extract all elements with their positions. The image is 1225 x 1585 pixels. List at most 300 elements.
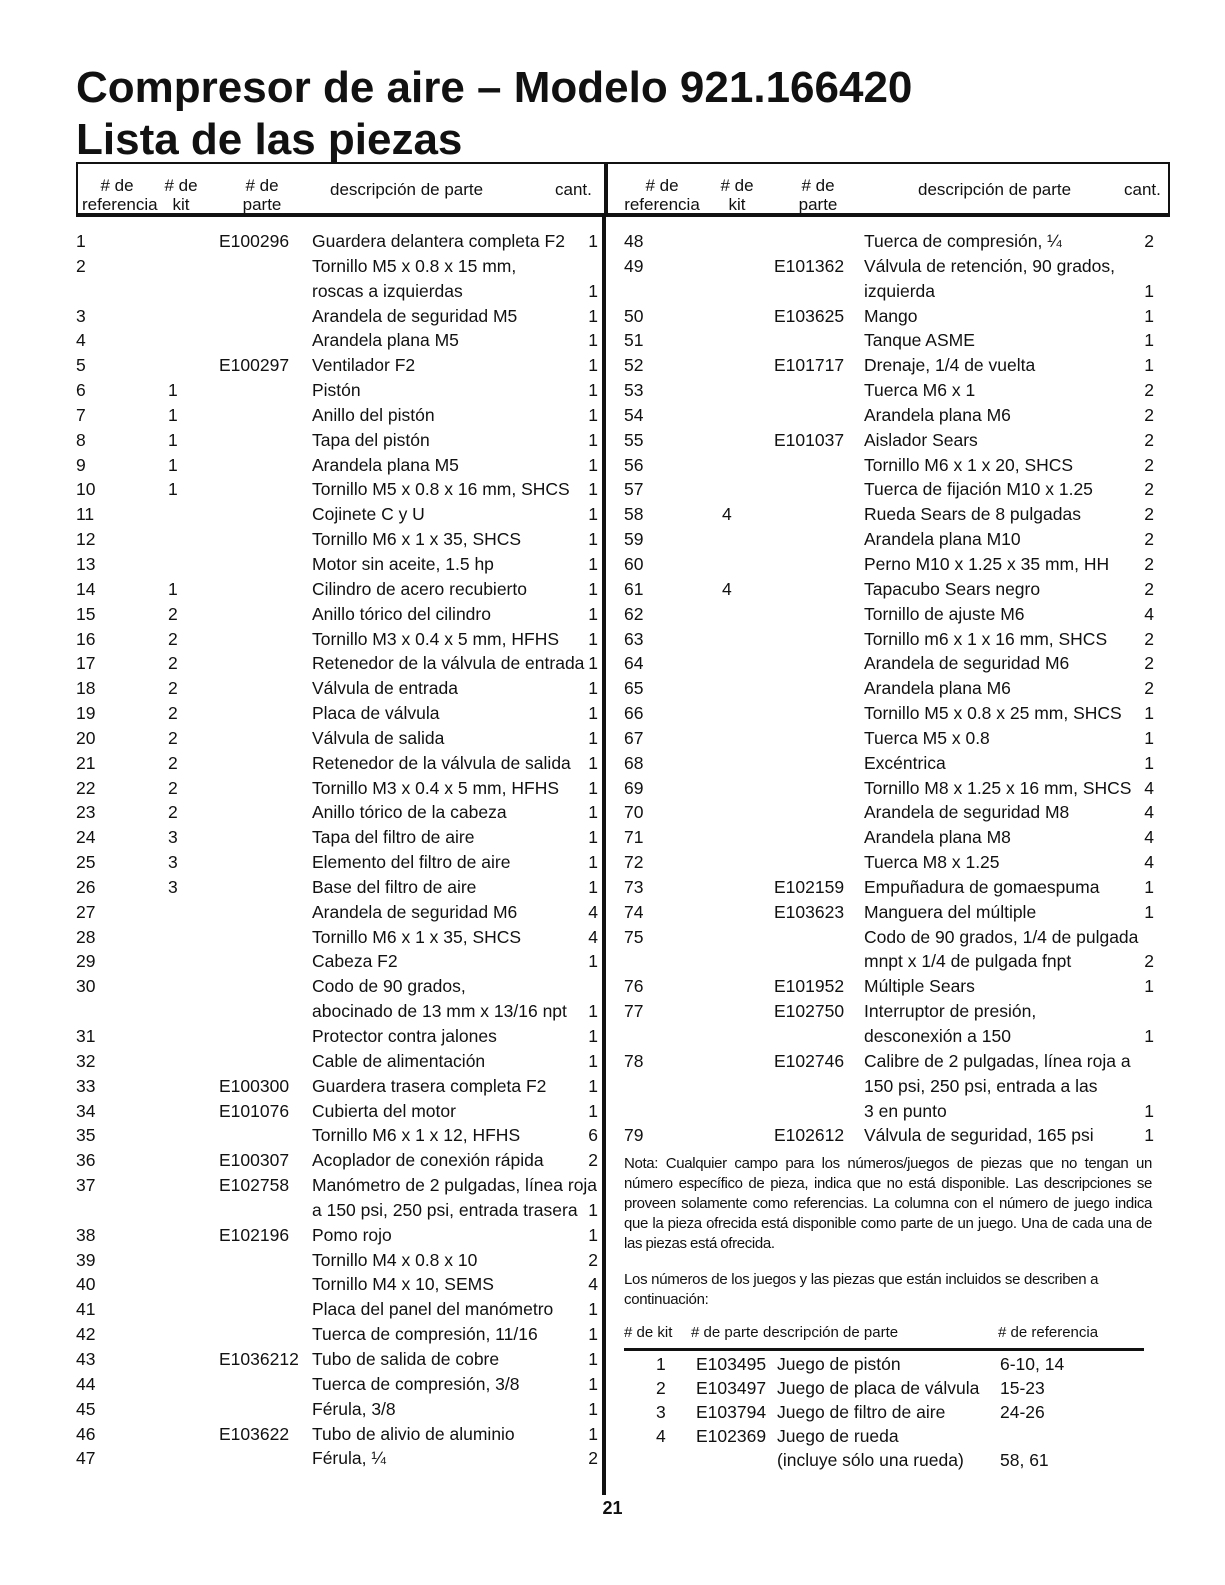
header-kit: # de kit xyxy=(164,176,198,214)
qty-cell: 1 xyxy=(1144,330,1154,351)
qty-cell: 2 xyxy=(1144,231,1154,251)
qty-cell: 1 xyxy=(588,578,598,599)
table-row xyxy=(76,900,598,925)
table-row xyxy=(624,800,1154,825)
header-desc: descripción de parte xyxy=(918,180,1072,199)
desc-cell: desconexión a 150 xyxy=(864,1026,1011,1046)
desc-cell: Válvula de retención, 90 grados, xyxy=(864,255,1115,276)
table-row xyxy=(76,850,598,875)
qty-cell: 1 xyxy=(588,231,598,251)
kit-cell: 2 xyxy=(168,678,178,699)
qty-cell: 1 xyxy=(1144,305,1154,326)
desc-cell: Tornillo M6 x 1 x 35, SHCS xyxy=(312,529,522,550)
table-row xyxy=(624,353,1154,378)
table-row xyxy=(624,651,1154,676)
table-row xyxy=(624,949,1154,974)
kit-cell: 3 xyxy=(168,827,178,848)
desc-cell: Arandela plana M6 xyxy=(864,404,1011,425)
qty-cell: 1 xyxy=(588,1423,598,1444)
ref-cell: 31 xyxy=(76,1026,96,1046)
qty-cell: 2 xyxy=(588,1448,598,1469)
qty-cell: 1 xyxy=(1144,1125,1154,1146)
ref-cell: 74 xyxy=(624,901,644,922)
qty-cell: 1 xyxy=(588,479,598,500)
ref-cell: 71 xyxy=(624,827,644,848)
desc-cell: Tubo de salida de cobre xyxy=(312,1348,500,1369)
table-row xyxy=(76,527,598,552)
table-row xyxy=(76,353,598,378)
table-row xyxy=(76,1198,598,1223)
table-row xyxy=(624,602,1154,627)
kit-cell: 1 xyxy=(168,578,178,599)
ref-cell: 6 xyxy=(76,380,86,401)
qty-cell: 4 xyxy=(1144,852,1154,873)
desc-cell: Guardera delantera completa F2 xyxy=(312,231,565,251)
ref-cell: 46 xyxy=(76,1423,96,1444)
ref-cell: 58 xyxy=(624,504,644,525)
desc-cell: Manómetro de 2 pulgadas, línea roja xyxy=(312,1175,598,1196)
ref-cell: 50 xyxy=(624,305,644,326)
qty-cell: 4 xyxy=(588,901,598,922)
ref-cell: 2 xyxy=(76,255,86,276)
ref-cell: 24 xyxy=(76,827,96,848)
table-row xyxy=(624,900,1154,925)
ref-cell: 61 xyxy=(624,578,644,599)
qty-cell: 1 xyxy=(588,1100,598,1121)
desc-cell: Tuerca de fijación M10 x 1.25 xyxy=(864,479,1093,500)
qty-cell: 1 xyxy=(588,429,598,450)
table-row xyxy=(624,502,1154,527)
desc-cell: Arandela de seguridad M6 xyxy=(864,653,1070,674)
qty-cell: 1 xyxy=(588,777,598,798)
table-row xyxy=(76,229,598,254)
table-row xyxy=(76,1322,598,1347)
qty-cell: 1 xyxy=(588,852,598,873)
table-row xyxy=(76,1372,598,1397)
qty-cell: 1 xyxy=(1144,901,1154,922)
qty-cell: 1 xyxy=(588,1224,598,1245)
desc-cell: (incluye sólo una rueda) xyxy=(777,1450,964,1471)
table-row xyxy=(76,949,598,974)
part-cell: E101362 xyxy=(774,255,845,276)
desc-cell: Tapa del filtro de aire xyxy=(312,827,475,848)
qty-cell: 6 xyxy=(588,1125,598,1146)
table-row xyxy=(624,403,1154,428)
desc-cell: Excéntrica xyxy=(864,752,946,773)
qty-cell: 1 xyxy=(588,802,598,823)
desc-cell: Arandela plana M6 xyxy=(864,678,1011,699)
ref-cell: 67 xyxy=(624,727,644,748)
desc-cell: abocinado de 13 mm x 13/16 npt xyxy=(312,1001,567,1022)
table-row xyxy=(624,825,1154,850)
part-cell: E101037 xyxy=(774,429,845,450)
table-row xyxy=(76,254,598,279)
kit-row xyxy=(624,1352,1154,1376)
table-row xyxy=(624,552,1154,577)
page-number: 21 xyxy=(602,1498,623,1518)
desc-cell: Cilindro de acero recubierto xyxy=(312,578,527,599)
header-qty: cant. xyxy=(1124,180,1161,199)
page-subtitle: Lista de las piezas xyxy=(76,115,463,164)
ref-cell: 34 xyxy=(76,1100,96,1121)
qty-cell: 1 xyxy=(588,1075,598,1096)
qty-cell: 2 xyxy=(1144,429,1154,450)
table-row xyxy=(76,1148,598,1173)
ref-cell: 52 xyxy=(624,355,644,376)
part-cell: E102159 xyxy=(774,876,845,897)
kit-cell: 1 xyxy=(656,1354,666,1374)
ref-cell: 48 xyxy=(624,231,644,251)
part-cell: E103495 xyxy=(696,1354,767,1374)
qty-cell: 4 xyxy=(588,1274,598,1295)
table-row xyxy=(624,279,1154,304)
ref-cell: 57 xyxy=(624,479,644,500)
part-cell: E100296 xyxy=(219,231,290,251)
table-row xyxy=(76,925,598,950)
table-row xyxy=(624,751,1154,776)
qty-cell: 1 xyxy=(1144,752,1154,773)
qty-cell: 2 xyxy=(1144,628,1154,649)
desc-cell: Tornillo M3 x 0.4 x 5 mm, HFHS xyxy=(312,777,559,798)
table-row xyxy=(76,1446,598,1471)
qty-cell: 1 xyxy=(588,876,598,897)
desc-cell: Anillo tórico del cilindro xyxy=(312,603,491,624)
ref-cell: 30 xyxy=(76,976,96,997)
desc-cell: Tornillo M5 x 0.8 x 15 mm, xyxy=(312,255,517,276)
desc-cell: Pomo rojo xyxy=(312,1224,392,1245)
ref-cell: 25 xyxy=(76,852,96,873)
ref-cell: 65 xyxy=(624,678,644,699)
table-row xyxy=(76,1049,598,1074)
ref-cell: 72 xyxy=(624,852,644,873)
kit-cell: 2 xyxy=(168,727,178,748)
table-row xyxy=(76,378,598,403)
header-kit: # de kit xyxy=(720,176,754,214)
table-row xyxy=(624,1049,1154,1074)
table-row xyxy=(76,1347,598,1372)
part-cell: E102746 xyxy=(774,1050,845,1071)
table-row xyxy=(76,776,598,801)
kit-cell: 2 xyxy=(168,802,178,823)
table-row xyxy=(624,304,1154,329)
ref-cell: 53 xyxy=(624,380,644,401)
ref-cell: 33 xyxy=(76,1075,96,1096)
ref-cell: 19 xyxy=(76,703,96,724)
ref-cell: 32 xyxy=(76,1050,96,1071)
qty-cell: 2 xyxy=(1144,653,1154,674)
ref-cell: 22 xyxy=(76,777,96,798)
desc-cell: Interruptor de presión, xyxy=(864,1001,1037,1022)
part-cell: E102612 xyxy=(774,1125,845,1146)
table-row xyxy=(76,999,598,1024)
ref-cell: 73 xyxy=(624,876,644,897)
qty-cell: 2 xyxy=(1144,553,1154,574)
ref-cell: 15 xyxy=(76,603,96,624)
desc-cell: 150 psi, 250 psi, entrada a las xyxy=(864,1075,1098,1096)
table-row xyxy=(624,254,1154,279)
qty-cell: 2 xyxy=(1144,951,1154,972)
qty-cell: 1 xyxy=(588,305,598,326)
ref-cell: 18 xyxy=(76,678,96,699)
qty-cell: 4 xyxy=(1144,802,1154,823)
ref-cell: 1 xyxy=(76,231,86,251)
desc-cell: Tapacubo Sears negro xyxy=(864,578,1041,599)
qty-cell: 1 xyxy=(588,380,598,401)
kit-cell: 3 xyxy=(168,876,178,897)
table-row xyxy=(624,1074,1154,1099)
ref-cell: 20 xyxy=(76,727,96,748)
part-cell: E101952 xyxy=(774,976,845,997)
qty-cell: 1 xyxy=(588,1026,598,1046)
ref-cell: 12 xyxy=(76,529,96,550)
table-row xyxy=(76,577,598,602)
table-row xyxy=(76,1099,598,1124)
table-row xyxy=(624,453,1154,478)
ref-cell: 21 xyxy=(76,752,96,773)
desc-cell: Tornillo M6 x 1 x 20, SHCS xyxy=(864,454,1074,475)
parts-list-right xyxy=(624,229,1154,1148)
table-row xyxy=(76,1173,598,1198)
kit-cell: 4 xyxy=(722,578,732,599)
qty-cell: 2 xyxy=(1144,479,1154,500)
desc-cell: Protector contra jalones xyxy=(312,1026,497,1046)
ref-cell: 28 xyxy=(76,926,96,947)
qty-cell: 4 xyxy=(1144,827,1154,848)
part-cell: E103497 xyxy=(696,1378,767,1399)
ref-cell: 35 xyxy=(76,1125,96,1146)
desc-cell: Férula, ¼ xyxy=(312,1448,386,1469)
kit-cell: 1 xyxy=(168,454,178,475)
ref-cell: 58, 61 xyxy=(1000,1450,1049,1471)
table-row xyxy=(76,1422,598,1447)
table-row xyxy=(624,726,1154,751)
part-cell: E1036212 xyxy=(219,1348,299,1369)
table-row xyxy=(624,999,1154,1024)
desc-cell: Arandela plana M8 xyxy=(864,827,1011,848)
desc-cell: Tuerca de compresión, ¼ xyxy=(864,231,1062,251)
ref-cell: 56 xyxy=(624,454,644,475)
qty-cell: 1 xyxy=(588,355,598,376)
qty-cell: 1 xyxy=(1144,703,1154,724)
kit-cell: 3 xyxy=(168,852,178,873)
table-row xyxy=(76,800,598,825)
table-row xyxy=(624,974,1154,999)
ref-cell: 64 xyxy=(624,653,644,674)
desc-cell: Tornillo M5 x 0.8 x 25 mm, SHCS xyxy=(864,703,1122,724)
kits-header-part: # de parte xyxy=(691,1324,759,1341)
ref-cell: 63 xyxy=(624,628,644,649)
table-row xyxy=(76,875,598,900)
ref-cell: 40 xyxy=(76,1274,96,1295)
ref-cell: 68 xyxy=(624,752,644,773)
desc-cell: Válvula de seguridad, 165 psi xyxy=(864,1125,1094,1146)
kit-cell: 2 xyxy=(168,628,178,649)
ref-cell: 41 xyxy=(76,1299,96,1320)
desc-cell: Placa de válvula xyxy=(312,703,440,724)
ref-cell: 38 xyxy=(76,1224,96,1245)
ref-cell: 7 xyxy=(76,404,86,425)
qty-cell: 1 xyxy=(588,529,598,550)
desc-cell: Juego de pistón xyxy=(777,1354,901,1374)
ref-cell: 55 xyxy=(624,429,644,450)
ref-cell: 60 xyxy=(624,553,644,574)
desc-cell: Arandela de seguridad M6 xyxy=(312,901,518,922)
table-row xyxy=(624,1024,1154,1049)
ref-cell: 8 xyxy=(76,429,86,450)
table-row xyxy=(76,502,598,527)
qty-cell: 1 xyxy=(588,1348,598,1369)
desc-cell: Empuñadura de gomaespuma xyxy=(864,876,1100,897)
desc-cell: Arandela plana M5 xyxy=(312,454,459,475)
header-part: # de parte xyxy=(242,176,282,214)
qty-cell: 2 xyxy=(1144,404,1154,425)
desc-cell: Elemento del filtro de aire xyxy=(312,852,511,873)
desc-cell: Codo de 90 grados, xyxy=(312,976,466,997)
table-row xyxy=(76,453,598,478)
table-row xyxy=(76,1223,598,1248)
qty-cell: 1 xyxy=(588,404,598,425)
kit-row xyxy=(624,1400,1154,1424)
qty-cell: 1 xyxy=(588,553,598,574)
ref-cell: 39 xyxy=(76,1249,96,1270)
qty-cell: 1 xyxy=(588,1001,598,1022)
desc-cell: Rueda Sears de 8 pulgadas xyxy=(864,504,1081,525)
qty-cell: 2 xyxy=(1144,380,1154,401)
ref-cell: 51 xyxy=(624,330,644,351)
table-row xyxy=(624,925,1154,950)
kit-row xyxy=(624,1424,1154,1448)
kit-cell: 1 xyxy=(168,380,178,401)
table-row xyxy=(76,1248,598,1273)
note-text: Nota: Cualquier campo para los números/juegos de piezas que no tengan un número específico de pieza, indica que no está disponible. Las descripciones se proveen solamente como referencias. La columna con el número de juego indica que la pieza ofrecida está disponible como parte de un juego. Una de cada una de las piezas está ofrecida. xyxy=(624,1155,1152,1252)
qty-cell: 1 xyxy=(588,280,598,301)
part-cell: E100300 xyxy=(219,1075,290,1096)
desc-cell: Tornillo M8 x 1.25 x 16 mm, SHCS xyxy=(864,777,1132,798)
table-row xyxy=(76,974,598,999)
desc-cell: Cubierta del motor xyxy=(312,1100,456,1121)
kit-row xyxy=(624,1376,1154,1400)
part-cell: E102196 xyxy=(219,1224,290,1245)
desc-cell: Aislador Sears xyxy=(864,429,978,450)
qty-cell: 1 xyxy=(588,703,598,724)
table-row xyxy=(76,701,598,726)
table-row xyxy=(624,701,1154,726)
table-row xyxy=(76,279,598,304)
desc-cell: Motor sin aceite, 1.5 hp xyxy=(312,553,494,574)
desc-cell: Tornillo M6 x 1 x 35, SHCS xyxy=(312,926,522,947)
qty-cell: 1 xyxy=(1144,876,1154,897)
table-row xyxy=(624,850,1154,875)
column-divider xyxy=(602,217,606,1495)
table-row xyxy=(624,1123,1154,1148)
table-row xyxy=(624,477,1154,502)
header-desc: descripción de parte xyxy=(330,180,484,199)
ref-cell: 69 xyxy=(624,777,644,798)
desc-cell: Perno M10 x 1.25 x 35 mm, HH xyxy=(864,553,1110,574)
qty-cell: 1 xyxy=(588,454,598,475)
ref-cell: 14 xyxy=(76,578,96,599)
kits-header-kit: # de kit xyxy=(624,1324,673,1341)
ref-cell: 13 xyxy=(76,553,96,574)
parts-list-left xyxy=(76,229,598,1471)
kit-row xyxy=(624,1448,1154,1472)
part-cell: E103794 xyxy=(696,1402,767,1423)
kit-cell: 1 xyxy=(168,404,178,425)
ref-cell: 76 xyxy=(624,976,644,997)
ref-cell: 5 xyxy=(76,355,86,376)
ref-cell: 9 xyxy=(76,454,86,475)
desc-cell: Tubo de alivio de aluminio xyxy=(312,1423,515,1444)
qty-cell: 1 xyxy=(1144,727,1154,748)
table-row xyxy=(624,328,1154,353)
ref-cell: 26 xyxy=(76,876,96,897)
ref-cell: 75 xyxy=(624,926,644,947)
ref-cell: 37 xyxy=(76,1175,96,1196)
desc-cell: Retenedor de la válvula de entrada xyxy=(312,653,585,674)
ref-cell: 36 xyxy=(76,1150,96,1171)
ref-cell: 29 xyxy=(76,951,96,972)
ref-cell: 66 xyxy=(624,703,644,724)
desc-cell: Férula, 3/8 xyxy=(312,1398,396,1419)
kit-cell: 1 xyxy=(168,429,178,450)
kits-table xyxy=(624,1352,1154,1472)
desc-cell: Juego de rueda xyxy=(777,1426,899,1447)
qty-cell: 1 xyxy=(588,1299,598,1320)
qty-cell: 4 xyxy=(588,926,598,947)
table-row xyxy=(76,1074,598,1099)
qty-cell: 2 xyxy=(1144,504,1154,525)
part-cell: E100307 xyxy=(219,1150,290,1171)
ref-cell: 59 xyxy=(624,529,644,550)
desc-cell: Mango xyxy=(864,305,918,326)
qty-cell: 1 xyxy=(588,628,598,649)
table-row xyxy=(76,1024,598,1049)
ref-cell: 42 xyxy=(76,1324,96,1345)
desc-cell: Juego de placa de válvula xyxy=(777,1378,980,1399)
table-row xyxy=(624,428,1154,453)
kits-header-ref: # de referencia xyxy=(998,1324,1099,1341)
desc-cell: Codo de 90 grados, 1/4 de pulgada xyxy=(864,926,1139,947)
ref-cell: 77 xyxy=(624,1001,644,1022)
table-row xyxy=(76,1297,598,1322)
table-row xyxy=(624,776,1154,801)
part-cell: E101076 xyxy=(219,1100,290,1121)
ref-cell: 54 xyxy=(624,404,644,425)
kit-cell: 3 xyxy=(656,1402,666,1423)
kit-cell: 1 xyxy=(168,479,178,500)
table-header-left xyxy=(76,162,604,217)
ref-cell: 62 xyxy=(624,603,644,624)
qty-cell: 1 xyxy=(588,653,598,674)
desc-cell: Tuerca M6 x 1 xyxy=(864,380,976,401)
header-part: # de parte xyxy=(798,176,838,214)
ref-cell: 15-23 xyxy=(1000,1378,1045,1399)
desc-cell: 3 en punto xyxy=(864,1100,947,1121)
qty-cell: 1 xyxy=(1144,280,1154,301)
qty-cell: 1 xyxy=(588,1199,598,1220)
qty-cell: 1 xyxy=(588,678,598,699)
ref-cell: 70 xyxy=(624,802,644,823)
desc-cell: Válvula de entrada xyxy=(312,678,458,699)
qty-cell: 1 xyxy=(588,603,598,624)
part-cell: E102750 xyxy=(774,1001,845,1022)
ref-cell: 45 xyxy=(76,1398,96,1419)
table-row xyxy=(624,1099,1154,1124)
table-row xyxy=(76,651,598,676)
ref-cell: 17 xyxy=(76,653,96,674)
table-header-right xyxy=(604,162,1170,217)
kit-cell: 2 xyxy=(168,752,178,773)
